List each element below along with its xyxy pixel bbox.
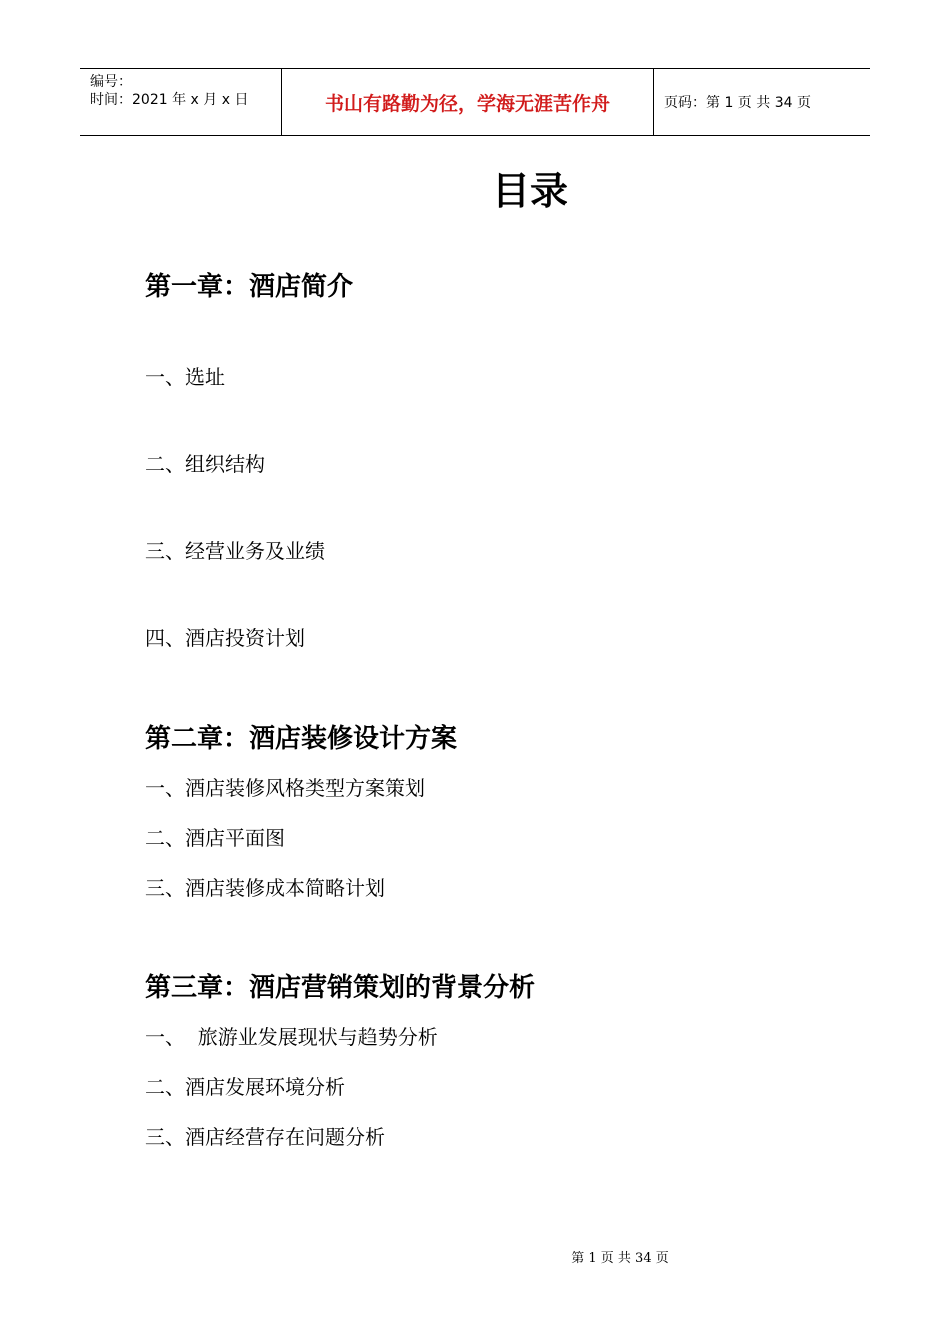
- serial-label: 编号：: [90, 74, 132, 90]
- header-meta: [80, 69, 282, 135]
- toc-item: 四、酒店投资计划: [145, 626, 305, 650]
- header-page-info: 页码：第 1 页 共 34 页: [664, 95, 811, 111]
- page-header: [80, 68, 870, 136]
- page-footer: 第 1 页 共 34 页: [571, 1251, 669, 1266]
- toc-item: 三、酒店经营存在问题分析: [145, 1125, 385, 1149]
- toc-item: 一、酒店装修风格类型方案策划: [145, 776, 425, 800]
- toc-item: 三、酒店装修成本简略计划: [145, 876, 385, 900]
- header-motto: 书山有路勤为径，学海无涯苦作舟: [282, 69, 654, 135]
- toc-item: 一、选址: [145, 365, 225, 389]
- toc-item: 二、酒店发展环境分析: [145, 1075, 345, 1099]
- toc-item: 一、 旅游业发展现状与趋势分析: [145, 1025, 438, 1049]
- chapter-heading: 第三章：酒店营销策划的背景分析: [145, 973, 536, 1003]
- chapter-heading: 第一章：酒店简介: [145, 272, 354, 302]
- toc-item: 二、组织结构: [145, 452, 265, 476]
- document-title: 目录: [491, 169, 568, 213]
- toc-item: 三、经营业务及业绩: [145, 539, 325, 563]
- chapter-heading: 第二章：酒店装修设计方案: [145, 724, 458, 754]
- date-label: 时间：2021 年 x 月 x 日: [90, 92, 249, 108]
- toc-item: 二、酒店平面图: [145, 826, 285, 850]
